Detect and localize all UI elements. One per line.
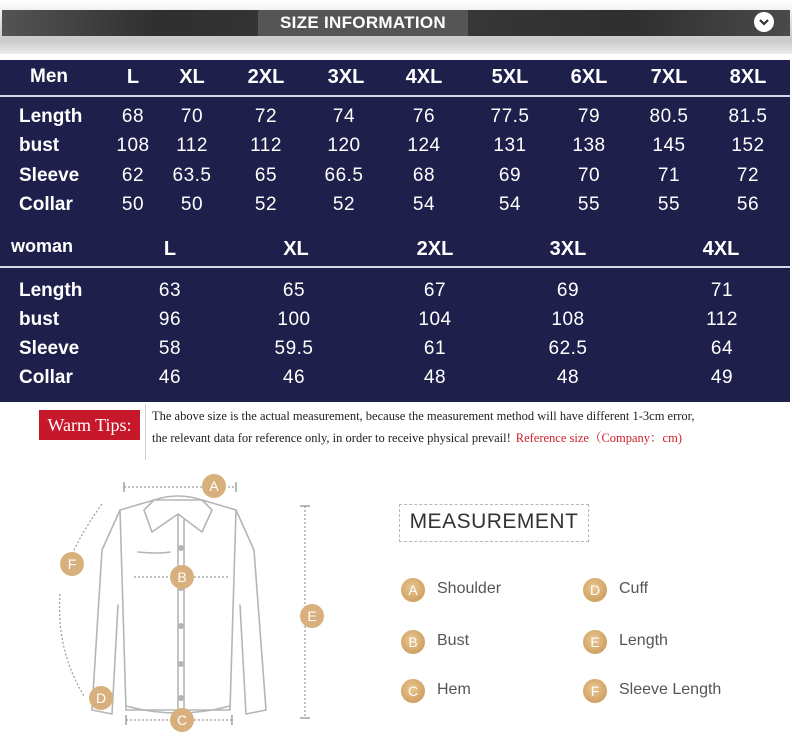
legend-marker: D (583, 578, 607, 602)
men-size: 5XL (491, 66, 529, 88)
table-cell: 48 (556, 367, 580, 388)
table-cell: 56 (736, 194, 760, 215)
table-cell: 54 (498, 194, 522, 215)
table-cell: 68 (121, 106, 145, 127)
header-title: SIZE INFORMATION (258, 10, 468, 36)
row-label: Collar (19, 367, 73, 388)
woman-label: woman (11, 236, 74, 256)
table-cell: 80.5 (649, 106, 689, 127)
men-header-row (0, 60, 790, 94)
table-cell: 152 (731, 135, 765, 156)
table-cell: 63.5 (172, 165, 212, 186)
measurement-title-box (399, 504, 589, 542)
legend-label: Hem (437, 681, 471, 698)
svg-text:F: F (67, 556, 77, 572)
table-cell: 100 (277, 309, 311, 330)
size-info-header (0, 0, 792, 54)
table-cell: 112 (176, 135, 208, 156)
table-cell: 50 (180, 194, 204, 215)
legend-marker: C (401, 679, 425, 703)
woman-size: L (163, 238, 177, 260)
table-cell: 131 (493, 135, 527, 156)
legend-label: Length (619, 632, 668, 649)
table-cell: 112 (250, 135, 282, 156)
table-cell: 81.5 (728, 106, 768, 127)
legend-label: Bust (437, 632, 470, 649)
men-label: Men (30, 66, 68, 87)
men-size: L (126, 66, 140, 88)
table-cell: 65 (282, 280, 306, 301)
table-cell: 66.5 (324, 165, 364, 186)
table-cell: 74 (332, 106, 356, 127)
table-cell: 70 (180, 106, 204, 127)
warm-tips-badge: Warm Tips: (39, 410, 140, 440)
reference-size-note: Reference size（Company：cm) (515, 431, 682, 445)
marker-e (300, 604, 324, 628)
tips-divider (145, 404, 146, 460)
men-size-table (0, 60, 790, 230)
marker-f (60, 552, 84, 576)
table-cell: 63 (158, 280, 182, 301)
table-cell: 72 (254, 106, 278, 127)
table-cell: 55 (657, 194, 681, 215)
svg-text:A: A (209, 478, 219, 494)
legend-marker: B (401, 630, 425, 654)
tips-text-line1: The above size is the actual measurement, because the measurement method will have different 1-3cm error, (152, 409, 695, 423)
table-cell: 120 (327, 135, 361, 156)
row-label: bust (19, 309, 60, 330)
table-cell: 108 (116, 135, 150, 156)
table-row (0, 338, 790, 367)
table-cell: 64 (710, 338, 734, 359)
marker-a (202, 474, 226, 498)
woman-size-table (0, 230, 790, 402)
table-cell: 54 (412, 194, 436, 215)
legend-label: Sleeve Length (619, 681, 722, 698)
woman-size: 4XL (702, 238, 740, 260)
men-size: 3XL (327, 66, 365, 88)
table-cell: 55 (577, 194, 601, 215)
woman-size: 3XL (549, 238, 587, 260)
svg-text:B: B (177, 569, 187, 585)
table-cell: 46 (158, 367, 182, 388)
table-row (0, 280, 790, 309)
table-cell: 145 (652, 135, 686, 156)
men-size: 2XL (247, 66, 285, 88)
table-cell: 79 (577, 106, 601, 127)
marker-d (89, 686, 113, 710)
table-cell: 76 (412, 106, 436, 127)
row-label: Sleeve (19, 165, 80, 186)
table-cell: 58 (158, 338, 182, 359)
table-cell: 69 (498, 165, 522, 186)
legend-marker: A (401, 578, 425, 602)
table-cell: 71 (710, 280, 734, 301)
marker-c (170, 708, 194, 732)
table-cell: 96 (158, 309, 182, 330)
shirt-measurement-diagram (40, 470, 340, 738)
men-size: 8XL (729, 66, 767, 88)
table-cell: 77.5 (490, 106, 530, 127)
woman-size: XL (283, 238, 309, 260)
table-cell: 124 (407, 135, 441, 156)
men-size: 6XL (570, 66, 608, 88)
svg-text:C: C (176, 712, 188, 728)
row-label: Sleeve (19, 338, 80, 359)
table-cell: 70 (577, 165, 601, 186)
men-header-divider (0, 95, 790, 97)
table-cell: 69 (556, 280, 580, 301)
woman-header-row (0, 230, 790, 264)
table-row (0, 309, 790, 338)
table-row (0, 367, 790, 396)
table-cell: 65 (254, 165, 278, 186)
table-cell: 104 (418, 309, 452, 330)
row-label: Length (19, 106, 83, 127)
table-cell: 52 (254, 194, 278, 215)
table-cell: 48 (423, 367, 447, 388)
woman-size: 2XL (416, 238, 454, 260)
row-label: bust (19, 135, 60, 156)
table-cell: 68 (412, 165, 436, 186)
table-row (0, 106, 790, 135)
tips-text-line2-main: the relevant data for reference only, in order to receive physical prevail! (152, 431, 511, 445)
legend-label: Cuff (619, 580, 649, 597)
table-cell: 108 (551, 309, 585, 330)
legend-marker: E (583, 630, 607, 654)
table-cell: 46 (282, 367, 306, 388)
table-cell: 61 (423, 338, 447, 359)
table-cell: 138 (572, 135, 606, 156)
table-cell: 50 (121, 194, 145, 215)
row-label: Length (19, 280, 83, 301)
legend-marker: F (583, 679, 607, 703)
table-cell: 112 (706, 309, 738, 330)
svg-text:D: D (95, 690, 107, 706)
row-label: Collar (19, 194, 73, 215)
table-cell: 62 (121, 165, 145, 186)
svg-text:E: E (307, 608, 317, 624)
measurement-title: MEASUREMENT (409, 510, 579, 533)
table-cell: 72 (736, 165, 760, 186)
men-size: 4XL (405, 66, 443, 88)
table-row (0, 165, 790, 194)
table-cell: 71 (657, 165, 681, 186)
table-cell: 62.5 (548, 338, 588, 359)
table-cell: 59.5 (274, 338, 314, 359)
chevron-down-icon[interactable] (754, 12, 774, 32)
table-cell: 67 (423, 280, 447, 301)
table-row (0, 135, 790, 164)
men-size: XL (179, 66, 205, 88)
marker-b (170, 565, 194, 589)
table-cell: 52 (332, 194, 356, 215)
men-size: 7XL (650, 66, 688, 88)
tips-text-line2 (152, 428, 682, 446)
table-row (0, 194, 790, 223)
table-cell: 49 (710, 367, 734, 388)
legend-label: Shoulder (437, 580, 502, 597)
woman-header-divider (0, 266, 790, 268)
